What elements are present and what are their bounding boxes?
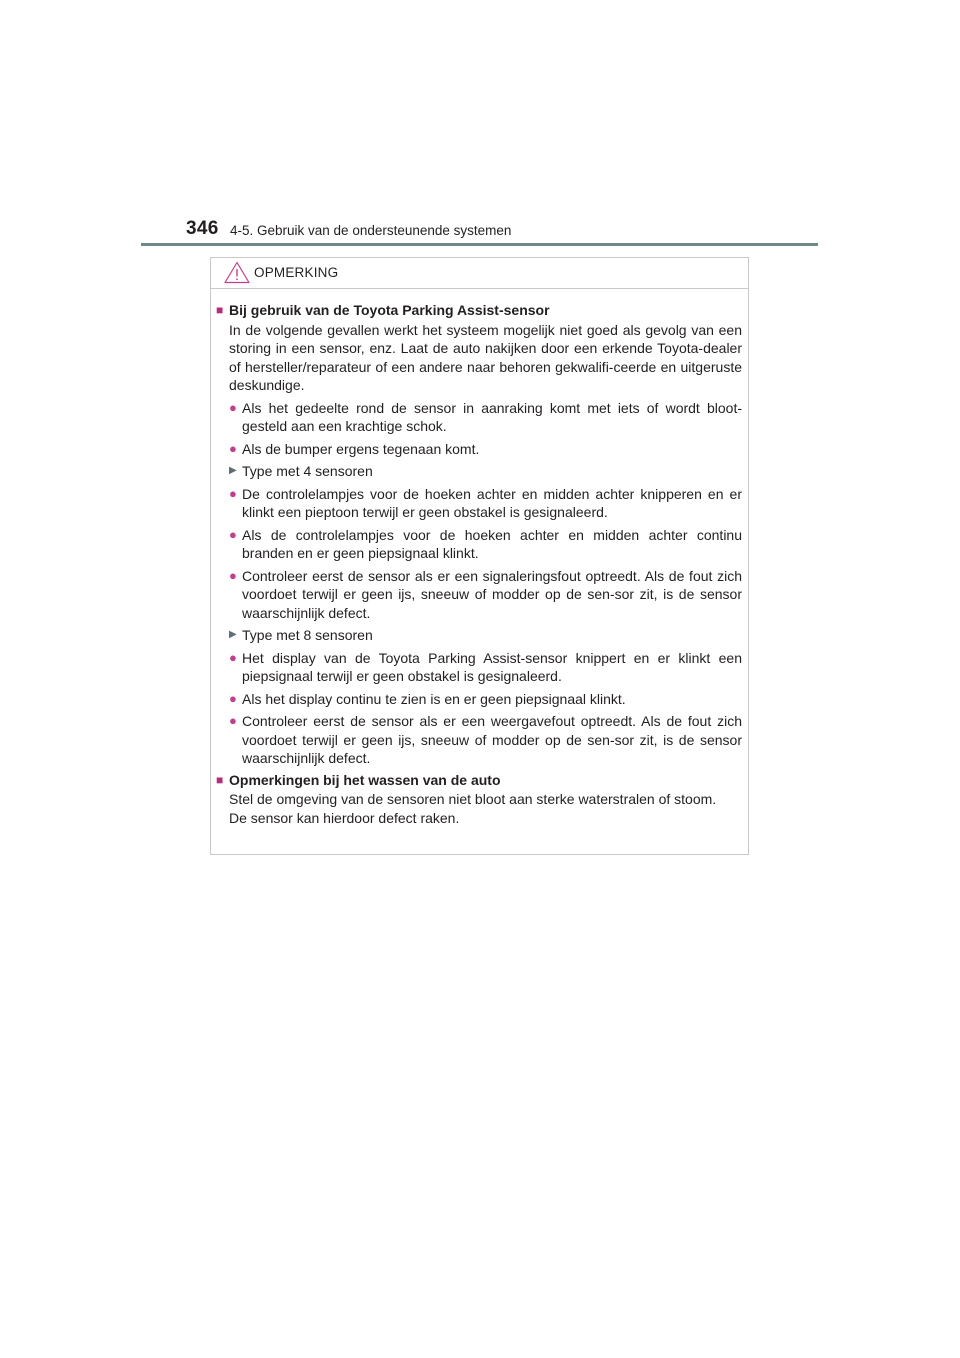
subsection-heading	[216, 462, 742, 481]
notice-header	[211, 258, 748, 289]
subsection-label: Type met 4 sensoren	[242, 463, 373, 479]
list-item-text: Als de controlelampjes voor de hoeken achter en midden achter continu branden en er geen piepsignaal klinkt.	[242, 526, 742, 561]
triangle-right-icon: ▶	[229, 465, 237, 476]
list-item	[216, 567, 742, 623]
circle-bullet-icon: ●	[229, 485, 237, 501]
square-bullet-icon: ■	[216, 772, 224, 787]
list-item-text: Als het display continu te zien is en er geen piepsignaal klinkt.	[242, 690, 626, 707]
circle-bullet-icon: ●	[229, 713, 237, 728]
list-item	[216, 712, 742, 768]
header-rule	[141, 243, 818, 246]
section-text: Stel de omgeving van de sensoren niet bloot aan sterke waterstralen of stoom.	[229, 791, 717, 807]
circle-bullet-icon: ●	[229, 649, 237, 665]
circle-bullet-icon: ●	[229, 690, 237, 706]
section-heading-text: Bij gebruik van de Toyota Parking Assist-sensor	[229, 302, 550, 318]
list-item	[216, 485, 742, 522]
subsection-label: Type met 8 sensoren	[242, 627, 373, 643]
subsection-heading	[216, 626, 742, 645]
notice-title: OPMERKING	[254, 265, 339, 280]
list-item-text: Het display van de Toyota Parking Assist-sensor knippert en er klinkt een piepsignaal terwijl er geen obstakel is gesignaleerd.	[242, 649, 742, 684]
triangle-right-icon: ▶	[229, 629, 237, 640]
section-text: De sensor kan hierdoor defect raken.	[229, 809, 460, 826]
notice-body	[211, 289, 748, 827]
warning-triangle-icon	[224, 261, 250, 284]
section-intro: In de volgende gevallen werkt het systeem mogelijk niet goed als gevolg van een storing in een sensor, enz. Laat de auto nakijken door een erkende Toyota-dealer of hersteller/reparateur of een andere naar behoren gekwalifi-ceerde en uitgeruste deskundige.	[229, 321, 742, 393]
list-item-text: De controlelampjes voor de hoeken achter en midden achter knipperen en er klinkt een pieptoon terwijl er geen obstakel is gesignaleerd.	[242, 485, 742, 520]
list-item	[216, 440, 742, 459]
section-title: 4-5. Gebruik van de ondersteunende systemen	[230, 223, 512, 238]
list-item-text: Controleer eerst de sensor als er een weergavefout optreedt. Als de fout zich voordoet terwijl er geen ijs, sneeuw of modder op de sen-sor zit, is de sensor waarschijnlijk defect.	[242, 713, 742, 766]
list-item	[216, 399, 742, 436]
section-heading	[216, 301, 742, 320]
list-item	[216, 649, 742, 686]
list-item	[216, 526, 742, 563]
section-heading-text: Opmerkingen bij het wassen van de auto	[229, 771, 501, 788]
page-header	[186, 214, 826, 244]
circle-bullet-icon: ●	[229, 399, 237, 415]
square-bullet-icon: ■	[216, 303, 224, 317]
circle-bullet-icon: ●	[229, 526, 237, 542]
section-heading	[216, 771, 742, 790]
circle-bullet-icon: ●	[229, 567, 237, 583]
page-number: 346	[186, 218, 219, 239]
circle-bullet-icon: ●	[229, 440, 237, 456]
list-item-text: Als de bumper ergens tegenaan komt.	[242, 440, 480, 457]
list-item	[216, 690, 742, 709]
list-item-text: Als het gedeelte rond de sensor in aanraking komt met iets of wordt bloot-gesteld aan een krachtige schok.	[242, 399, 742, 434]
list-item-text: Controleer eerst de sensor als er een signaleringsfout optreedt. Als de fout zich voordoet terwijl er geen ijs, sneeuw of modder op de sen-sor zit, is de sensor waarschijnlijk defect.	[242, 567, 742, 621]
notice-box	[210, 257, 749, 855]
